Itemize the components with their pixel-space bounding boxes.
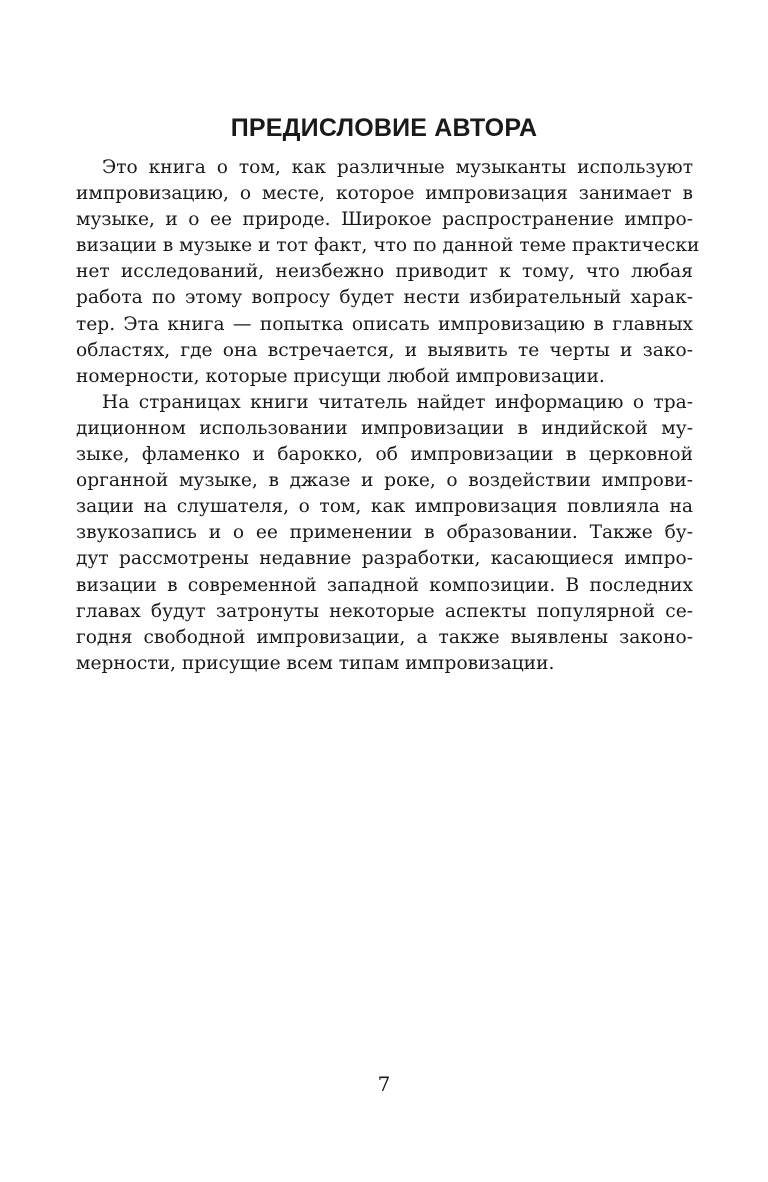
text-line: областях, где она встречается, и выявить те черты и зако-	[76, 339, 693, 361]
text-line: номерности, которые присущи любой импровизации.	[76, 365, 605, 387]
paragraph-1	[76, 155, 700, 390]
text-line: дут рассмотрены недавние разработки, касающиеся импро-	[76, 548, 693, 570]
text-line: музыке, и о ее природе. Широкое распространение импро-	[76, 209, 693, 231]
text-line: звукозапись и о ее применении в образовании. Также бу-	[76, 522, 693, 544]
text-line: визации в музыке и тот факт, что по данной теме практически	[76, 235, 700, 257]
text-line: зации на слушателя, о том, как импровизация повлияла на	[76, 496, 693, 518]
text-line: диционном использовании импровизации в индийской му-	[76, 417, 693, 439]
text-line: органной музыке, в джазе и роке, о воздействии импрови-	[76, 470, 693, 492]
text-line: нет исследований, неизбежно приводит к тому, что любая	[76, 261, 693, 283]
text-line: годня свободной импровизации, а также выявлены законо-	[76, 626, 693, 648]
text-line: зыке, фламенко и барокко, об импровизации в церковной	[76, 444, 693, 466]
paragraph-2	[76, 390, 693, 677]
text-line: работа по этому вопросу будет нести избирательный харак-	[76, 287, 693, 309]
text-line: Это книга о том, как различные музыканты используют	[102, 157, 693, 178]
body-text	[76, 155, 700, 677]
text-line: визации в современной западной композиции. В последних	[76, 574, 693, 596]
text-line: мерности, присущие всем типам импровизации.	[76, 652, 555, 674]
text-line: На страницах книги читатель найдет информацию о тра-	[102, 391, 693, 413]
text-line: импровизацию, о месте, которое импровизация занимает в	[76, 183, 693, 205]
chapter-title: ПРЕДИСЛОВИЕ АВТОРА	[230, 114, 538, 142]
text-line: тер. Эта книга — попытка описать импровизацию в главных	[76, 313, 693, 335]
text-line: главах будут затронуты некоторые аспекты популярной се-	[76, 600, 693, 622]
page-number: 7	[377, 1072, 391, 1096]
